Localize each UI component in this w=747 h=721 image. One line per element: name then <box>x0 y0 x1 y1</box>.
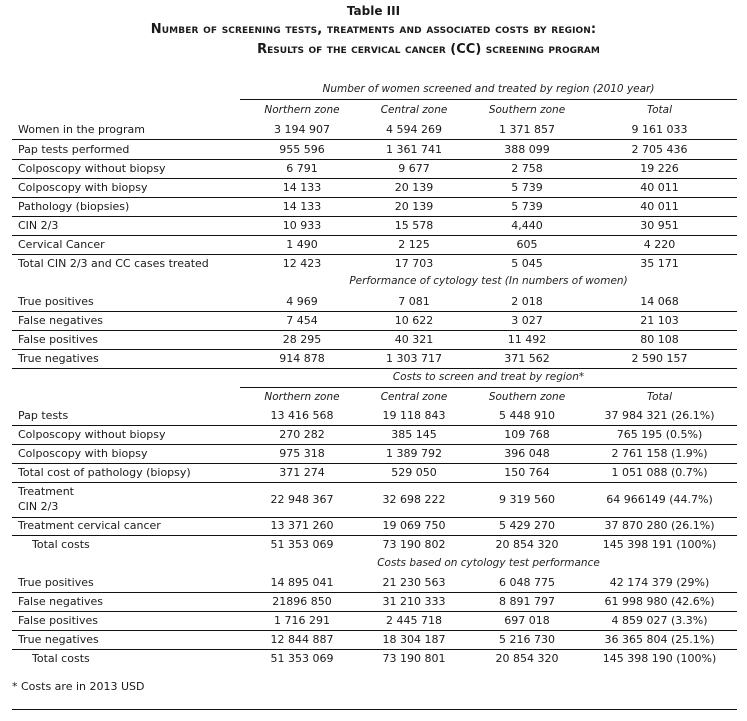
cell-total: 42 174 379 (29%) <box>609 576 710 589</box>
col-header-total: Total <box>646 104 672 116</box>
col-header-central: Central zone <box>380 104 448 116</box>
row-label: False negatives <box>18 595 103 608</box>
cell-total: 2 590 157 <box>631 352 688 365</box>
cell-northern: 14 895 041 <box>270 576 334 589</box>
cell-northern: 51 353 069 <box>270 652 334 665</box>
table-row <box>12 516 737 535</box>
cell-southern: 697 018 <box>504 614 550 627</box>
row-label: Cervical Cancer <box>18 238 105 251</box>
cell-total: 765 195 (0.5%) <box>616 428 703 441</box>
cell-southern: 5 739 <box>511 181 543 194</box>
cell-central: 32 698 222 <box>382 493 446 506</box>
cell-southern: 20 854 320 <box>495 538 559 551</box>
cell-southern: 8 891 797 <box>499 595 555 608</box>
cell-central: 18 304 187 <box>382 633 446 646</box>
cell-northern: 1 490 <box>286 238 318 251</box>
cell-northern: 371 274 <box>279 466 325 479</box>
table-row <box>12 349 737 368</box>
cell-total: 1 051 088 (0.7%) <box>611 466 708 479</box>
row-label: False positives <box>18 333 98 346</box>
table-title-line1 <box>0 22 747 37</box>
cell-southern: 109 768 <box>504 428 550 441</box>
table-row <box>12 330 737 349</box>
cell-central: 40 321 <box>394 333 434 346</box>
table-row <box>12 463 737 482</box>
cell-northern: 6 791 <box>286 162 318 175</box>
cell-southern: 5 045 <box>511 257 543 270</box>
cell-northern: 28 295 <box>282 333 322 346</box>
section-title-cytology-performance: Performance of cytology test (In numbers of women) <box>349 275 628 287</box>
cell-central: 31 210 333 <box>382 595 446 608</box>
table-row <box>12 573 737 592</box>
cell-southern: 2 018 <box>511 295 543 308</box>
cell-total: 4 220 <box>643 238 676 251</box>
cell-central: 385 145 <box>391 428 437 441</box>
section-title-women-screened: Number of women screened and treated by region (2010 year) <box>322 83 655 95</box>
column-header-row <box>12 388 737 407</box>
cell-southern: 150 764 <box>504 466 550 479</box>
cell-northern: 22 948 367 <box>270 493 334 506</box>
row-label: False negatives <box>18 314 103 327</box>
row-label: True positives <box>18 295 94 308</box>
row-label: Total costs <box>32 538 90 551</box>
table-row <box>12 592 737 611</box>
cell-total: 9 161 033 <box>631 123 688 136</box>
table-row <box>12 311 737 330</box>
cell-central: 7 081 <box>398 295 430 308</box>
title-text-1: Number of screening tests, treatments and associated costs by region: <box>150 22 597 37</box>
cell-southern: 5 429 270 <box>499 519 555 532</box>
cell-central: 15 578 <box>394 219 434 232</box>
table-bottom-rule <box>12 709 737 710</box>
table-row <box>12 444 737 463</box>
table-row <box>12 197 737 216</box>
table-row <box>12 159 737 178</box>
section-title-costs-cytology: Costs based on cytology test performance <box>377 557 600 569</box>
cell-southern: 6 048 775 <box>499 576 555 589</box>
cell-southern: 2 758 <box>511 162 543 175</box>
table-row <box>12 425 737 444</box>
section-title-costs-by-region: Costs to screen and treat by region* <box>392 371 585 383</box>
table-row <box>12 611 737 630</box>
cell-central: 20 139 <box>394 181 434 194</box>
cell-total: 37 984 321 (26.1%) <box>604 409 715 422</box>
table-row <box>12 216 737 235</box>
cell-northern: 4 969 <box>286 295 318 308</box>
cell-southern: 605 <box>516 238 538 251</box>
cell-southern: 4,440 <box>511 219 543 232</box>
table-row <box>12 235 737 254</box>
cell-central: 2 125 <box>398 238 430 251</box>
col-header-northern: Northern zone <box>264 104 340 116</box>
table-row-total <box>12 535 737 554</box>
cell-southern: 5 448 910 <box>499 409 555 422</box>
row-label: Women in the program <box>18 123 145 136</box>
cell-northern: 10 933 <box>282 219 322 232</box>
cell-northern: 14 133 <box>282 200 322 213</box>
cell-northern: 955 596 <box>279 143 325 156</box>
col-header-northern: Northern zone <box>264 391 340 403</box>
table-row <box>12 406 737 425</box>
row-label: Pap tests <box>18 409 69 422</box>
cell-southern: 388 099 <box>504 143 550 156</box>
cell-northern: 13 371 260 <box>270 519 334 532</box>
table-row <box>12 140 737 159</box>
cell-central: 73 190 801 <box>382 652 446 665</box>
cell-total: 61 998 980 (42.6%) <box>604 595 715 608</box>
table-number: Table III <box>346 4 401 18</box>
cell-southern: 1 371 857 <box>499 123 555 136</box>
cell-northern: 12 423 <box>282 257 322 270</box>
col-header-central: Central zone <box>380 391 448 403</box>
cell-central: 1 389 792 <box>386 447 442 460</box>
row-label: True positives <box>18 576 94 589</box>
row-label-line1: Treatment <box>18 485 74 498</box>
cell-central: 19 118 843 <box>382 409 446 422</box>
cell-northern: 21896 850 <box>272 595 332 608</box>
cell-central: 2 445 718 <box>386 614 442 627</box>
cell-total: 35 171 <box>640 257 679 270</box>
row-label: True negatives <box>18 352 99 365</box>
cell-central: 1 361 741 <box>386 143 442 156</box>
table-row <box>12 120 737 139</box>
cell-northern: 13 416 568 <box>270 409 334 422</box>
row-label: Total costs <box>32 652 90 665</box>
title-text-2: Results of the cervical cancer (CC) screening program <box>257 42 600 57</box>
cell-southern: 371 562 <box>504 352 550 365</box>
cell-southern: 5 739 <box>511 200 543 213</box>
cell-northern: 914 878 <box>279 352 325 365</box>
cell-total: 145 398 190 (100%) <box>602 652 717 665</box>
col-header-southern: Southern zone <box>488 104 566 116</box>
cell-northern: 270 282 <box>279 428 325 441</box>
cell-southern: 9 319 560 <box>499 493 555 506</box>
cell-southern: 5 216 730 <box>499 633 555 646</box>
row-label: Colposcopy with biopsy <box>18 447 148 460</box>
row-label: Total CIN 2/3 and CC cases treated <box>18 257 209 270</box>
cell-total: 21 103 <box>640 314 679 327</box>
row-label: Colposcopy without biopsy <box>18 162 166 175</box>
cell-central: 21 230 563 <box>382 576 446 589</box>
cell-total: 37 870 280 (26.1%) <box>604 519 715 532</box>
cell-total: 145 398 191 (100%) <box>602 538 717 551</box>
row-label: Total cost of pathology (biopsy) <box>18 466 191 479</box>
table-row <box>12 254 737 273</box>
cell-total: 4 859 027 (3.3%) <box>611 614 708 627</box>
cell-northern: 3 194 907 <box>274 123 330 136</box>
divider <box>12 368 737 369</box>
row-label: Pathology (biopsies) <box>18 200 130 213</box>
cell-southern: 396 048 <box>504 447 550 460</box>
cell-total: 2 761 158 (1.9%) <box>611 447 708 460</box>
cell-central: 19 069 750 <box>382 519 446 532</box>
cell-total: 80 108 <box>640 333 679 346</box>
col-header-southern: Southern zone <box>488 391 566 403</box>
cell-central: 17 703 <box>394 257 434 270</box>
row-label-line2: CIN 2/3 <box>18 500 59 513</box>
cell-central: 4 594 269 <box>386 123 442 136</box>
col-header-total: Total <box>646 391 672 403</box>
cell-northern: 975 318 <box>279 447 325 460</box>
row-label: True negatives <box>18 633 99 646</box>
cell-northern: 1 716 291 <box>274 614 330 627</box>
cell-central: 20 139 <box>394 200 434 213</box>
row-label: CIN 2/3 <box>18 219 59 232</box>
table-row <box>12 630 737 649</box>
cell-total: 19 226 <box>640 162 679 175</box>
cell-total: 40 011 <box>640 181 679 194</box>
cell-southern: 20 854 320 <box>495 652 559 665</box>
cell-total: 30 951 <box>640 219 679 232</box>
cell-total: 40 011 <box>640 200 679 213</box>
row-label <box>18 484 74 514</box>
cell-total: 36 365 804 (25.1%) <box>604 633 715 646</box>
table-row <box>12 178 737 197</box>
cell-northern: 7 454 <box>286 314 318 327</box>
cell-total: 2 705 436 <box>631 143 688 156</box>
cell-northern: 51 353 069 <box>270 538 334 551</box>
cell-total: 64 966149 (44.7%) <box>606 493 713 506</box>
row-label: Pap tests performed <box>18 143 130 156</box>
cell-central: 529 050 <box>391 466 437 479</box>
cell-central: 1 303 717 <box>386 352 442 365</box>
row-label: Colposcopy with biopsy <box>18 181 148 194</box>
row-label: False positives <box>18 614 98 627</box>
table-row-total <box>12 649 737 668</box>
cell-northern: 12 844 887 <box>270 633 334 646</box>
table-title-line2 <box>0 42 747 57</box>
cell-central: 9 677 <box>398 162 430 175</box>
cell-central: 73 190 802 <box>382 538 446 551</box>
footnote: * Costs are in 2013 USD <box>12 680 145 693</box>
table-row <box>12 482 737 518</box>
cell-total: 14 068 <box>640 295 679 308</box>
divider <box>240 99 737 100</box>
cell-southern: 3 027 <box>511 314 543 327</box>
cell-central: 10 622 <box>394 314 434 327</box>
column-header-row <box>12 101 737 120</box>
cell-northern: 14 133 <box>282 181 322 194</box>
row-label: Colposcopy without biopsy <box>18 428 166 441</box>
table-row <box>12 292 737 311</box>
row-label: Treatment cervical cancer <box>18 519 161 532</box>
cell-southern: 11 492 <box>507 333 547 346</box>
